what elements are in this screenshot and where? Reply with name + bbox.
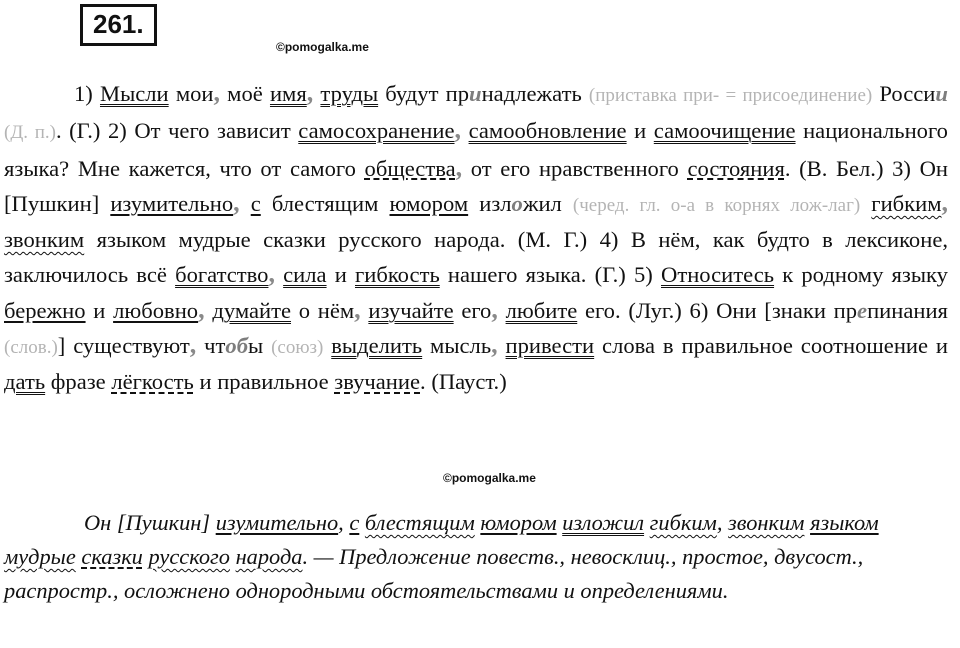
predicate-word: изложил [562, 510, 645, 535]
text: национального языка? Мне кажется, что от самого [4, 118, 948, 181]
text: . (В. Бел.) [784, 155, 893, 181]
subject-word: гибкость [355, 262, 440, 288]
adverbial-word: бережно [4, 297, 86, 323]
note: (союз) [271, 337, 324, 359]
predicate-word: любите [505, 297, 578, 323]
text: пинания [867, 297, 948, 323]
space [498, 298, 506, 323]
adverbial-word: любовно [113, 297, 199, 323]
space [240, 191, 251, 216]
text: жил [522, 190, 562, 216]
text: и [326, 262, 355, 288]
text: ] существуют [57, 333, 190, 359]
subject-word: имя [269, 81, 307, 106]
adverbial-word: юмором [480, 510, 557, 535]
subject-word: труды [320, 81, 379, 106]
text: его. (Луг.) [577, 297, 690, 323]
note: (черед. гл. о-а в корнях лож-лаг) [572, 194, 861, 216]
watermark-top: ©pomogalka.me [276, 40, 369, 54]
text: Он [Пушкин] [84, 510, 216, 535]
text: фразе [45, 369, 112, 395]
comma-mark: , [454, 115, 462, 145]
space [562, 191, 573, 216]
attribute-word: звонким [4, 227, 85, 253]
highlighted-letter: и [469, 81, 482, 106]
adverbial-word: с [349, 510, 360, 535]
comma-mark: , [198, 294, 205, 324]
note: (Д. п.) [4, 122, 56, 144]
subject-word: Мысли [99, 81, 169, 106]
attribute-word: народа [235, 544, 303, 569]
predicate-word: выделить [331, 333, 423, 359]
text: его [453, 297, 492, 323]
space [468, 191, 479, 216]
text: Росси [872, 81, 936, 106]
highlighted-letter: е [857, 297, 868, 323]
attribute-word: мудрые [4, 544, 76, 569]
space [860, 191, 871, 216]
comma-mark: , [306, 78, 314, 107]
adverbial-word: изумительно [110, 190, 234, 216]
adverbial-word: юмором [389, 190, 469, 216]
space [461, 118, 469, 143]
exercise-number: 261. [80, 4, 157, 46]
object-word: состояния [687, 155, 785, 181]
attribute-word: гибким [649, 510, 717, 535]
note: (приставка при- = присоединение) [588, 85, 873, 106]
text: 5) [634, 262, 661, 288]
subject-word: сила [283, 262, 327, 288]
text: будут [378, 81, 446, 106]
comma-mark: , [233, 187, 240, 217]
comma-mark: , [491, 330, 498, 360]
predicate-word: привести [505, 333, 595, 359]
highlighted-letter: об [225, 333, 248, 359]
text: 3) Он [Пушкин] [4, 155, 948, 216]
attribute-word: русского [148, 544, 230, 569]
attribute-word: звонким [728, 510, 805, 535]
subject-word: богатство [175, 262, 269, 288]
text: ы [247, 333, 272, 359]
text: мои [168, 81, 214, 106]
text: мысль [422, 333, 492, 359]
subject-word: самосохранение [298, 118, 455, 144]
text: нашего языка. (Г.) [439, 262, 634, 288]
text: надлежать [481, 81, 589, 106]
attribute-word: блестящим [364, 510, 475, 535]
text: чт [196, 333, 226, 359]
note: (слов.) [4, 337, 58, 359]
text: блестящим [260, 190, 390, 216]
comma-mark: , [455, 152, 463, 182]
text: и [85, 297, 114, 323]
text: , [716, 510, 729, 535]
watermark-bottom: ©pomogalka.me [443, 471, 536, 485]
text: слова в правильное соотношение и [594, 333, 949, 359]
text: пр [445, 81, 470, 106]
object-word: общества [364, 155, 456, 181]
space [275, 262, 283, 287]
text: . (Пауст.) [420, 369, 507, 395]
adverbial-word: языком [810, 510, 879, 535]
text: от его нравственного [462, 155, 688, 181]
comma-mark: , [189, 330, 197, 360]
text: изл [479, 190, 512, 216]
subject-word: самообновление [468, 118, 627, 144]
attribute-word: гибким [871, 190, 942, 216]
text: 4) В нём, как будто в лексиконе, заключилось всё [4, 227, 948, 288]
highlighted-letter: о [511, 190, 523, 216]
comma-mark: , [491, 294, 498, 324]
text: и [626, 118, 654, 144]
predicate-word: думайте [212, 297, 291, 323]
text: 2) От чего зависит [107, 118, 299, 144]
text: моё [220, 81, 270, 106]
object-word: звучание [334, 369, 421, 395]
space [498, 333, 506, 358]
text: и правильное [193, 369, 335, 395]
text: о нём [291, 297, 355, 323]
highlighted-letter: и [935, 81, 948, 106]
parsing-text [4, 506, 948, 608]
predicate-word: изучайте [368, 297, 454, 323]
text: . (Г.) [55, 118, 108, 144]
adverbial-word: изумительно [215, 510, 339, 535]
object-word: лёгкость [111, 369, 194, 395]
text: языком мудрые сказки русского народа. (М. Г.) [84, 227, 600, 253]
comma-mark: , [354, 294, 361, 324]
text: 1) [74, 81, 100, 106]
predicate-word: Относитесь [661, 262, 775, 288]
sentence-2 [4, 115, 948, 182]
comma-mark: , [213, 78, 221, 107]
comma-mark: , [268, 259, 275, 289]
comma-mark: , [941, 187, 949, 217]
text: . — Предложение повеств., невосклиц., простое, двусост., распростр., осложнено однородными обстоятельствами и определениями. [4, 544, 864, 603]
text: 6) Они [знаки пр [689, 297, 858, 323]
adverbial-word: с [250, 190, 261, 216]
text: к родному языку [774, 262, 948, 288]
exercise-text [4, 76, 948, 400]
text: , [338, 510, 350, 535]
object-word: сказки [81, 544, 143, 569]
predicate-word: дать [4, 369, 46, 395]
subject-word: самоочищение [653, 118, 796, 144]
